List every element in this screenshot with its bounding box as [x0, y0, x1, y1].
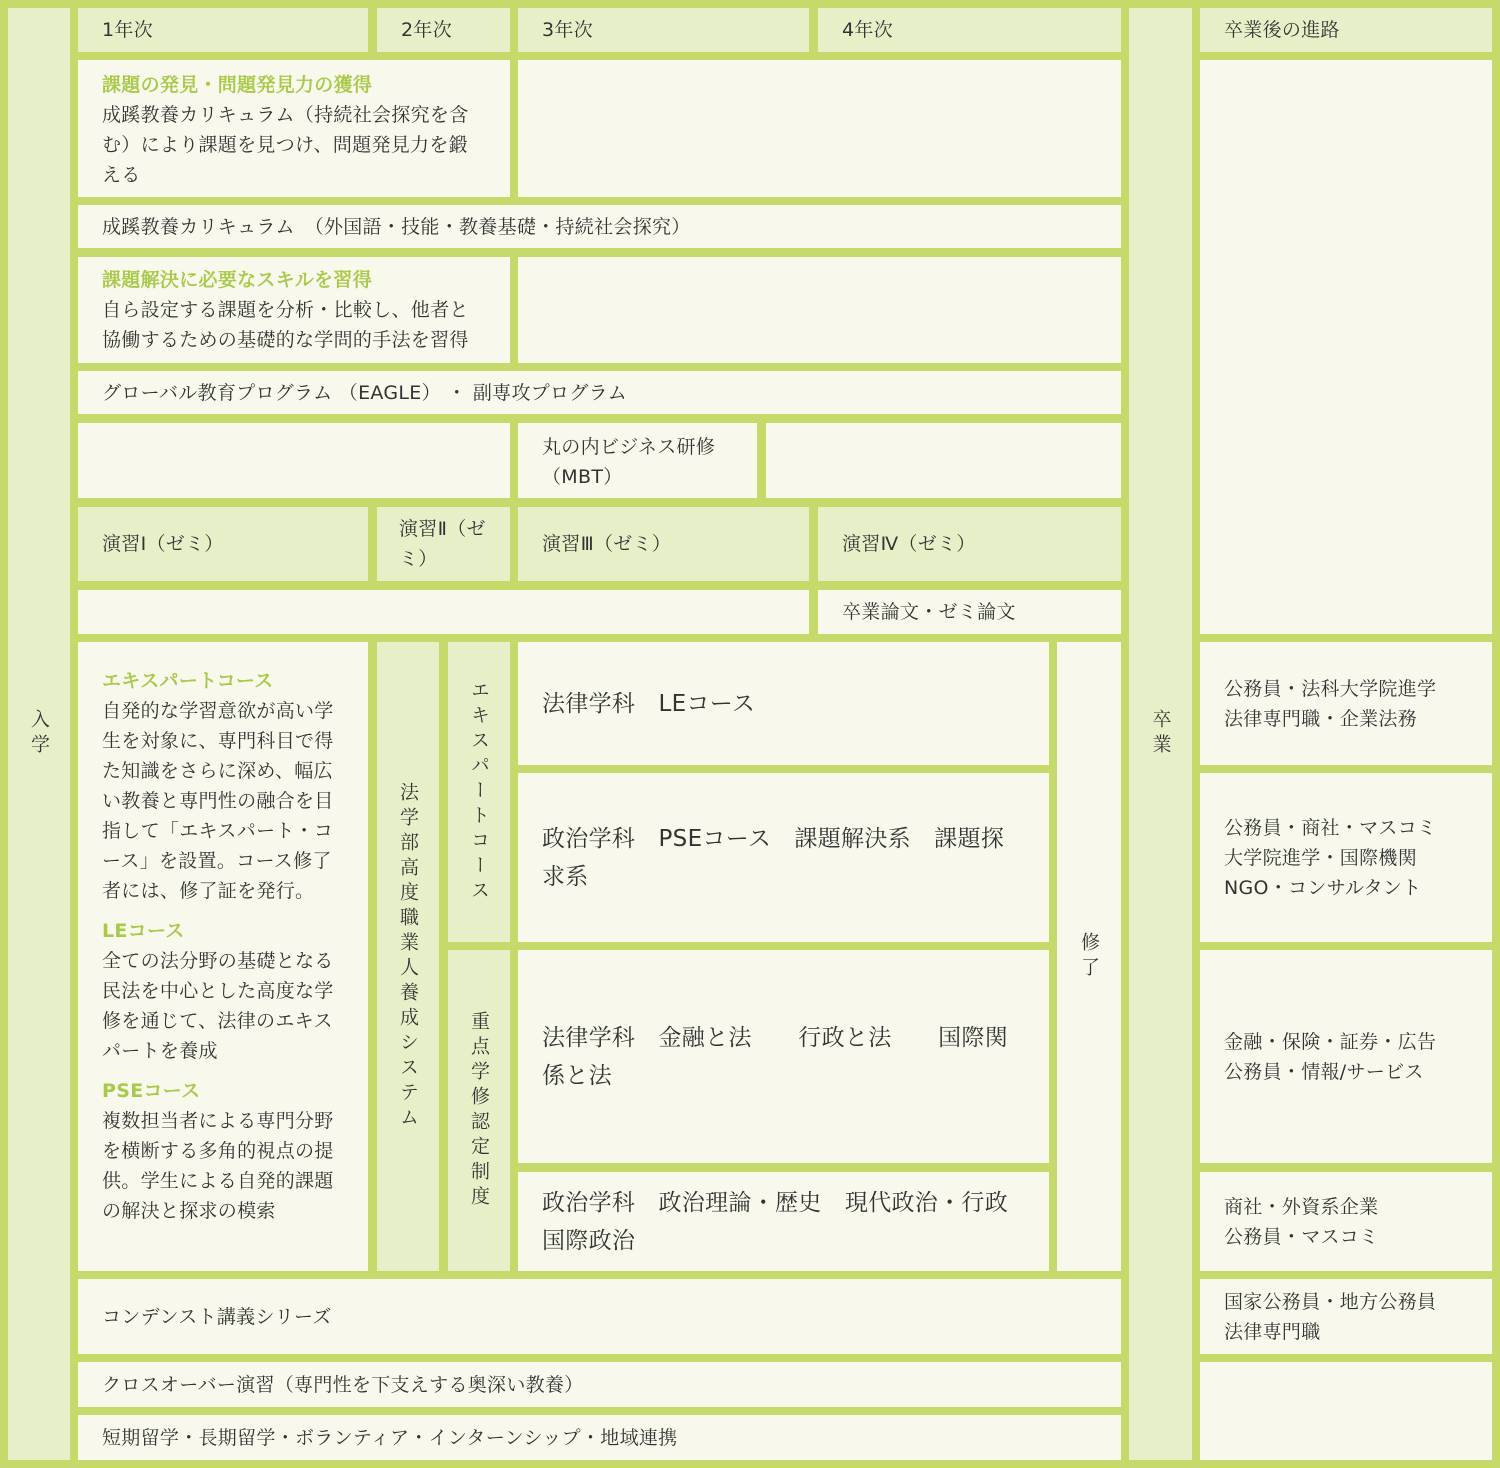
discovery-title: 課題の発見・問題発見力の獲得: [102, 74, 373, 96]
career-3-line-1: 金融・保険・証券・広告: [1224, 1030, 1437, 1053]
course-politics-pse: 政治学科 PSEコース 課題解決系 課題探求系: [518, 773, 1049, 942]
completion-label: 修了: [1078, 931, 1100, 982]
pse-course-heading: PSEコース: [102, 1080, 201, 1102]
career-2-line-2: 大学院進学・国際機関: [1224, 846, 1418, 869]
expert-course-heading: エキスパートコース: [102, 670, 274, 692]
condensed-lecture-bar: コンデンスト講義シリーズ: [78, 1279, 1121, 1354]
expert-course-text: 自発的な学習意欲が高い学生を対象に、専門科目で得た知識をさらに深め、幅広い教養と専門性の融合を目指して「エキスパート・コース」を設置。コース修了者には、修了証を発行。: [102, 700, 334, 902]
graduation-label: 卒業: [1149, 709, 1172, 759]
career-4: [1200, 1172, 1492, 1271]
career-3: [1200, 950, 1492, 1163]
mbt-box: 丸の内ビジネス研修（MBT）: [518, 423, 757, 498]
career-5-line-2: 法律専門職: [1224, 1321, 1321, 1343]
le-course-heading: LEコース: [102, 920, 185, 942]
skills-text: 自ら設定する課題を分析・比較し、他者と協働するための基礎的な学問的手法を習得: [102, 299, 469, 351]
skills-empty: [518, 257, 1121, 363]
system-column: [377, 642, 439, 1271]
career-2-line-3: NGO・コンサルタント: [1224, 876, 1422, 899]
le-course-text: 全ての法分野の基礎となる民法を中心とした高度な学修を通じて、法律のエキスパートを養成: [102, 950, 334, 1062]
completion-column: [1057, 642, 1121, 1271]
header-year-1: 1年次: [78, 8, 368, 52]
entry-column: [8, 8, 70, 1460]
career-1: [1200, 642, 1492, 765]
career-1-line-1: 公務員・法科大学院進学: [1224, 677, 1437, 700]
skills-box: [78, 257, 510, 363]
global-program-bar: グローバル教育プログラム （EAGLE） ・ 副専攻プログラム: [78, 371, 1121, 414]
discovery-text: 成蹊教養カリキュラム（持続社会探究を含む）により課題を見つけ、問題発見力を鍛える: [102, 104, 469, 186]
course-law-focus: 法律学科 金融と法 行政と法 国際関係と法: [518, 950, 1049, 1163]
seminar-3: 演習Ⅲ（ゼミ）: [518, 507, 809, 581]
graduation-column: [1129, 8, 1192, 1460]
seminar-1: 演習Ⅰ（ゼミ）: [78, 507, 368, 581]
header-after-graduation: 卒業後の進路: [1200, 8, 1492, 52]
career-3-line-2: 公務員・情報/サービス: [1224, 1060, 1424, 1083]
mbt-empty-right: [766, 423, 1121, 498]
expert-description: [78, 642, 368, 1271]
career-2: [1200, 773, 1492, 942]
focus-study-column: [448, 950, 510, 1271]
header-year-4: 4年次: [818, 8, 1121, 52]
career-empty-top: [1200, 60, 1492, 634]
career-4-line-2: 公務員・マスコミ: [1224, 1225, 1379, 1248]
focus-study-label: 重点学修認定制度: [468, 1010, 490, 1211]
system-label: 法学部高度職業人養成システム: [397, 781, 419, 1132]
crossover-bar: クロスオーバー演習（専門性を下支えする奥深い教養）: [78, 1362, 1121, 1407]
header-year-3: 3年次: [518, 8, 809, 52]
entry-label: 入学: [28, 709, 50, 759]
career-5-line-1: 国家公務員・地方公務員: [1224, 1291, 1437, 1313]
study-abroad-bar: 短期留学・長期留学・ボランティア・インターンシップ・地域連携: [78, 1415, 1121, 1460]
expert-course-column: [448, 642, 510, 942]
seminar-2: 演習Ⅱ（ゼミ）: [377, 507, 510, 581]
discovery-empty: [518, 60, 1121, 197]
liberal-arts-bar: 成蹊教養カリキュラム （外国語・技能・教養基礎・持続社会探究）: [78, 205, 1121, 248]
career-empty-bottom: [1200, 1362, 1492, 1460]
course-law-le: 法律学科 LEコース: [518, 642, 1049, 765]
mbt-empty-left: [78, 423, 510, 498]
career-4-line-1: 商社・外資系企業: [1224, 1195, 1379, 1218]
header-year-2: 2年次: [377, 8, 510, 52]
skills-title: 課題解決に必要なスキルを習得: [102, 269, 373, 291]
career-5: [1200, 1279, 1492, 1354]
seminar-4: 演習Ⅳ（ゼミ）: [818, 507, 1121, 581]
discovery-box: [78, 60, 510, 197]
thesis-empty: [78, 590, 809, 634]
course-politics-focus: 政治学科 政治理論・歴史 現代政治・行政 国際政治: [518, 1172, 1049, 1271]
expert-course-label: エキスパートコース: [468, 679, 490, 905]
pse-course-text: 複数担当者による専門分野を横断する多角的視点の提供。学生による自発的課題の解決と探求の模索: [102, 1110, 334, 1222]
thesis-box: 卒業論文・ゼミ論文: [818, 590, 1121, 634]
career-2-line-1: 公務員・商社・マスコミ: [1224, 816, 1437, 839]
career-1-line-2: 法律専門職・企業法務: [1224, 707, 1418, 730]
